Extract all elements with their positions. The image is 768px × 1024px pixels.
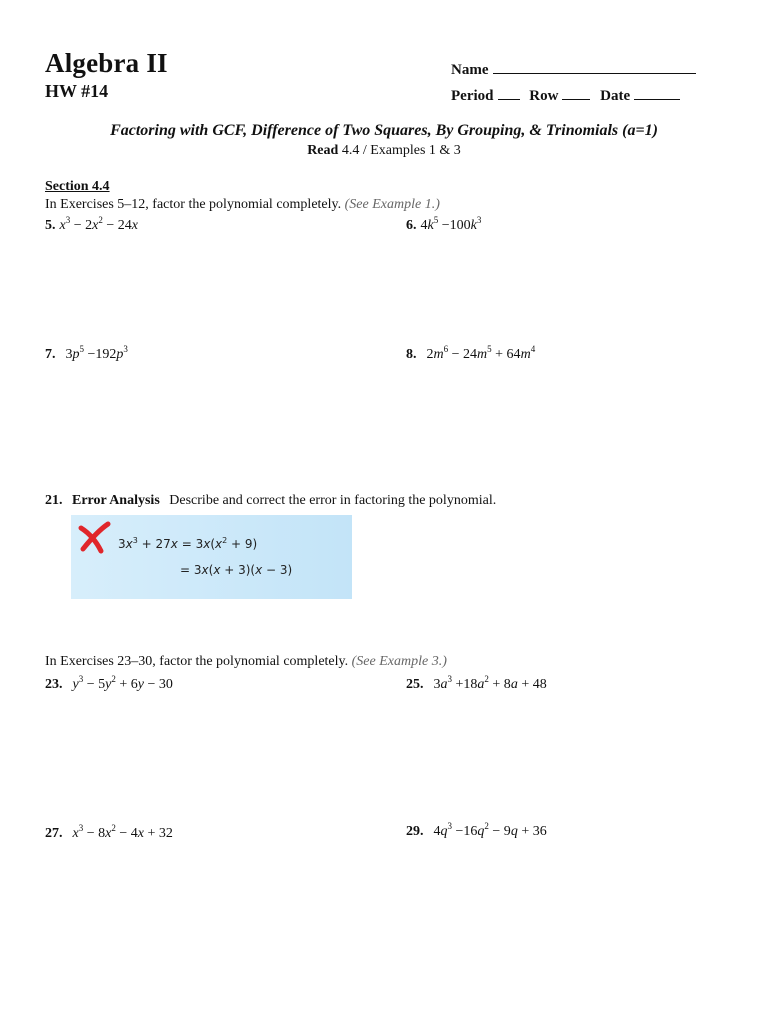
see-example-link[interactable]: (See Example 3.)	[351, 654, 447, 669]
exercise-number: 8.	[406, 347, 417, 362]
exercise-number: 29.	[406, 824, 424, 839]
exercise-expression: $3p^5 -192p^3$	[65, 344, 128, 362]
exercise-23	[45, 675, 173, 693]
exercise-25	[406, 675, 547, 693]
exercise-5	[45, 216, 138, 234]
see-example-link[interactable]: (See Example 1.)	[344, 197, 440, 212]
error-x-icon	[77, 521, 111, 555]
error-analysis-text: Describe and correct the error in factoring the polynomial.	[169, 493, 497, 508]
period-blank[interactable]	[498, 85, 520, 100]
exercise-number: 23.	[45, 677, 63, 692]
reading-assignment	[0, 143, 768, 159]
name-blank[interactable]	[493, 59, 696, 74]
date-label: Date	[600, 88, 631, 104]
name-label: Name	[451, 62, 489, 78]
exercise-8	[406, 345, 535, 363]
section-b-instructions	[45, 654, 447, 670]
name-field[interactable]	[451, 59, 696, 79]
error-analysis-figure	[71, 515, 352, 599]
exercise-27	[45, 824, 173, 842]
exercise-expression: $4q^3 -16q^2 - 9q + 36$	[433, 821, 547, 839]
period-label: Period	[451, 88, 494, 104]
section-a-instructions	[45, 197, 440, 213]
exercise-number: 21.	[45, 493, 63, 508]
period-row-date-fields	[451, 85, 680, 105]
exercise-21	[45, 493, 496, 509]
homework-number: HW #14	[45, 81, 109, 101]
error-line-2: = 3x(x + 3)(x − 3)	[180, 563, 293, 577]
date-blank[interactable]	[634, 85, 680, 100]
exercise-expression: $x^3 - 8x^2 - 4x + 32$	[72, 823, 173, 841]
instructions-text: In Exercises 23–30, factor the polynomial completely.	[45, 654, 349, 669]
exercise-number: 25.	[406, 677, 424, 692]
exercise-expression: $y^3 - 5y^2 + 6y - 30$	[72, 674, 173, 692]
exercise-7	[45, 345, 128, 363]
exercise-number: 6.	[406, 218, 417, 233]
row-blank[interactable]	[562, 85, 590, 100]
exercise-number: 27.	[45, 826, 63, 841]
course-title: Algebra II	[45, 48, 168, 78]
exercise-expression: $3a^3 +18a^2 + 8a + 48$	[433, 674, 547, 692]
exercise-expression: $x^3 - 2x^2 - 24x$	[59, 215, 138, 233]
exercise-expression: $2m^6 - 24m^5 + 64m^4$	[426, 344, 536, 362]
worksheet-subtitle: Factoring with GCF, Difference of Two Squares, By Grouping, & Trinomials (a=1)	[110, 122, 658, 139]
exercise-29	[406, 822, 547, 840]
instructions-text: In Exercises 5–12, factor the polynomial completely.	[45, 197, 342, 212]
exercise-number: 5.	[45, 218, 56, 233]
exercise-6	[406, 216, 481, 234]
exercise-expression: $4k^5 -100k^3$	[420, 215, 482, 233]
section-heading: Section 4.4	[45, 179, 110, 194]
error-line-1: $3x^3 + 27x = 3x(x^2 + 9)$	[118, 536, 258, 551]
read-text: 4.4 / Examples 1 & 3	[341, 143, 461, 158]
exercise-number: 7.	[45, 347, 56, 362]
row-label: Row	[529, 88, 559, 104]
read-label: Read	[307, 143, 339, 158]
error-analysis-title: Error Analysis	[72, 493, 160, 508]
